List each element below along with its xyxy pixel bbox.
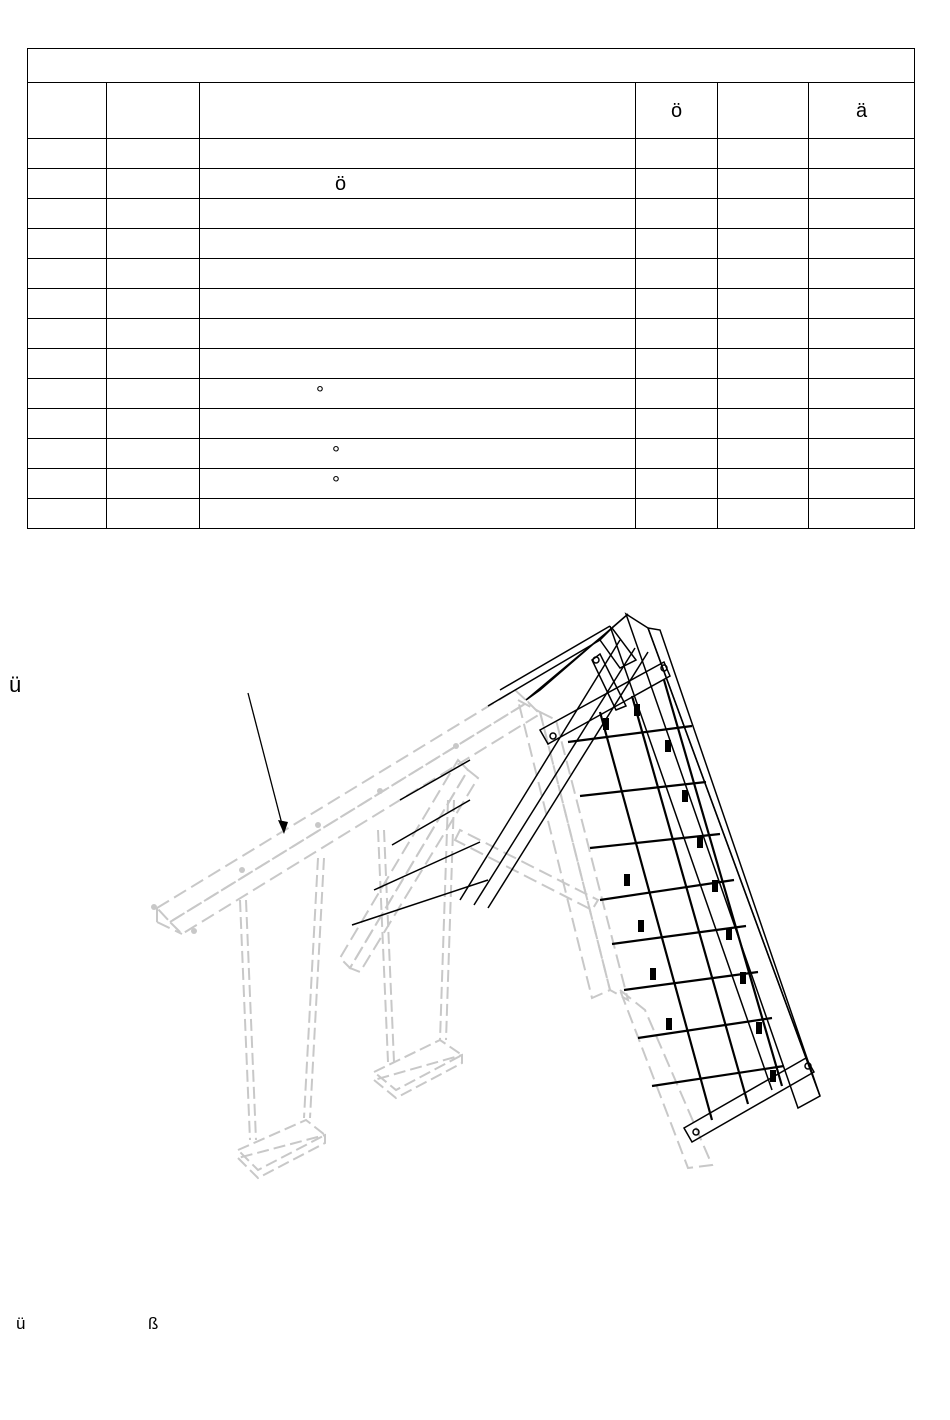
table-cell [28,169,107,199]
table-cell [809,289,915,319]
table-cell [809,169,915,199]
table-row [28,259,915,289]
table-row [28,289,915,319]
assembly-drawing [0,560,950,1200]
header-cell [107,83,200,139]
table-cell: ö [200,169,636,199]
table-cell [718,259,809,289]
table-cell [718,379,809,409]
table-row [28,439,915,469]
table-cell [200,199,636,229]
table-cell [809,499,915,529]
table-cell [28,439,107,469]
table-cell [809,199,915,229]
footer-right-text: ß [148,1314,159,1333]
table-cell [28,259,107,289]
table-cell [107,499,200,529]
table-cell [718,139,809,169]
table-cell [28,289,107,319]
header-cell-length: ä [809,83,915,139]
table-cell [107,319,200,349]
table-cell [636,199,718,229]
table-cell [200,499,636,529]
table-cell [107,409,200,439]
table-row [28,319,915,349]
parts-table [27,48,915,529]
table-cell [809,409,915,439]
table-cell [636,349,718,379]
table-cell [200,349,636,379]
table-cell [809,229,915,259]
table-cell [636,169,718,199]
header-cell [200,83,636,139]
table-cell [718,469,809,499]
table-row [28,199,915,229]
swing-seat-ghost [374,800,462,1098]
table-cell: ° [200,469,636,499]
table-body [28,139,915,529]
table-row [28,229,915,259]
table-cell [636,409,718,439]
table-cell [107,469,200,499]
table-cell [718,409,809,439]
header-cell-quantity: ö [636,83,718,139]
table-cell [718,289,809,319]
table-cell [809,319,915,349]
table-title [28,49,915,83]
table-title-row [28,49,915,83]
table-cell [636,499,718,529]
table-cell [718,229,809,259]
table-cell [718,319,809,349]
table-cell [28,379,107,409]
table-cell [809,259,915,289]
table-cell [636,379,718,409]
table-cell [718,349,809,379]
swing-seat-ghost [238,858,325,1178]
table-cell [809,379,915,409]
leader-arrow [248,693,288,834]
table-cell [107,169,200,199]
table-cell [107,289,200,319]
table-cell [107,349,200,379]
table-row [28,139,915,169]
table-cell [809,139,915,169]
table-cell [200,229,636,259]
table-cell [636,229,718,259]
table-cell [200,409,636,439]
table-cell [28,229,107,259]
table-cell [28,319,107,349]
header-cell [718,83,809,139]
table-cell [809,439,915,469]
table-cell [636,139,718,169]
table-cell [718,499,809,529]
table-cell: ° [200,439,636,469]
table-cell [718,439,809,469]
table-cell: ° [200,379,636,409]
climbing-net [568,680,784,1120]
table-cell [28,469,107,499]
table-cell [107,259,200,289]
a-frame [352,614,820,1108]
table-cell [636,319,718,349]
table-cell [200,139,636,169]
table-cell [28,499,107,529]
table-cell [28,349,107,379]
header-cell [28,83,107,139]
table-cell [636,289,718,319]
table-cell [107,139,200,169]
footer-left-text: ü [16,1314,26,1333]
table-cell [107,379,200,409]
table-cell [107,439,200,469]
table-header-row [28,83,915,139]
table-cell [28,409,107,439]
table-cell [200,259,636,289]
table-row [28,409,915,439]
table-row [28,499,915,529]
table-cell [28,139,107,169]
table-cell [107,229,200,259]
table-cell [809,469,915,499]
table-cell [636,439,718,469]
table-cell [107,199,200,229]
table-row [28,469,915,499]
table-row [28,349,915,379]
table-cell [718,169,809,199]
side-label: ü [9,672,22,697]
table-cell [809,349,915,379]
table-row [28,169,915,199]
table-cell [200,289,636,319]
table-cell [718,199,809,229]
table-cell [28,199,107,229]
table-cell [636,469,718,499]
table-row [28,379,915,409]
table-cell [200,319,636,349]
table-cell [636,259,718,289]
